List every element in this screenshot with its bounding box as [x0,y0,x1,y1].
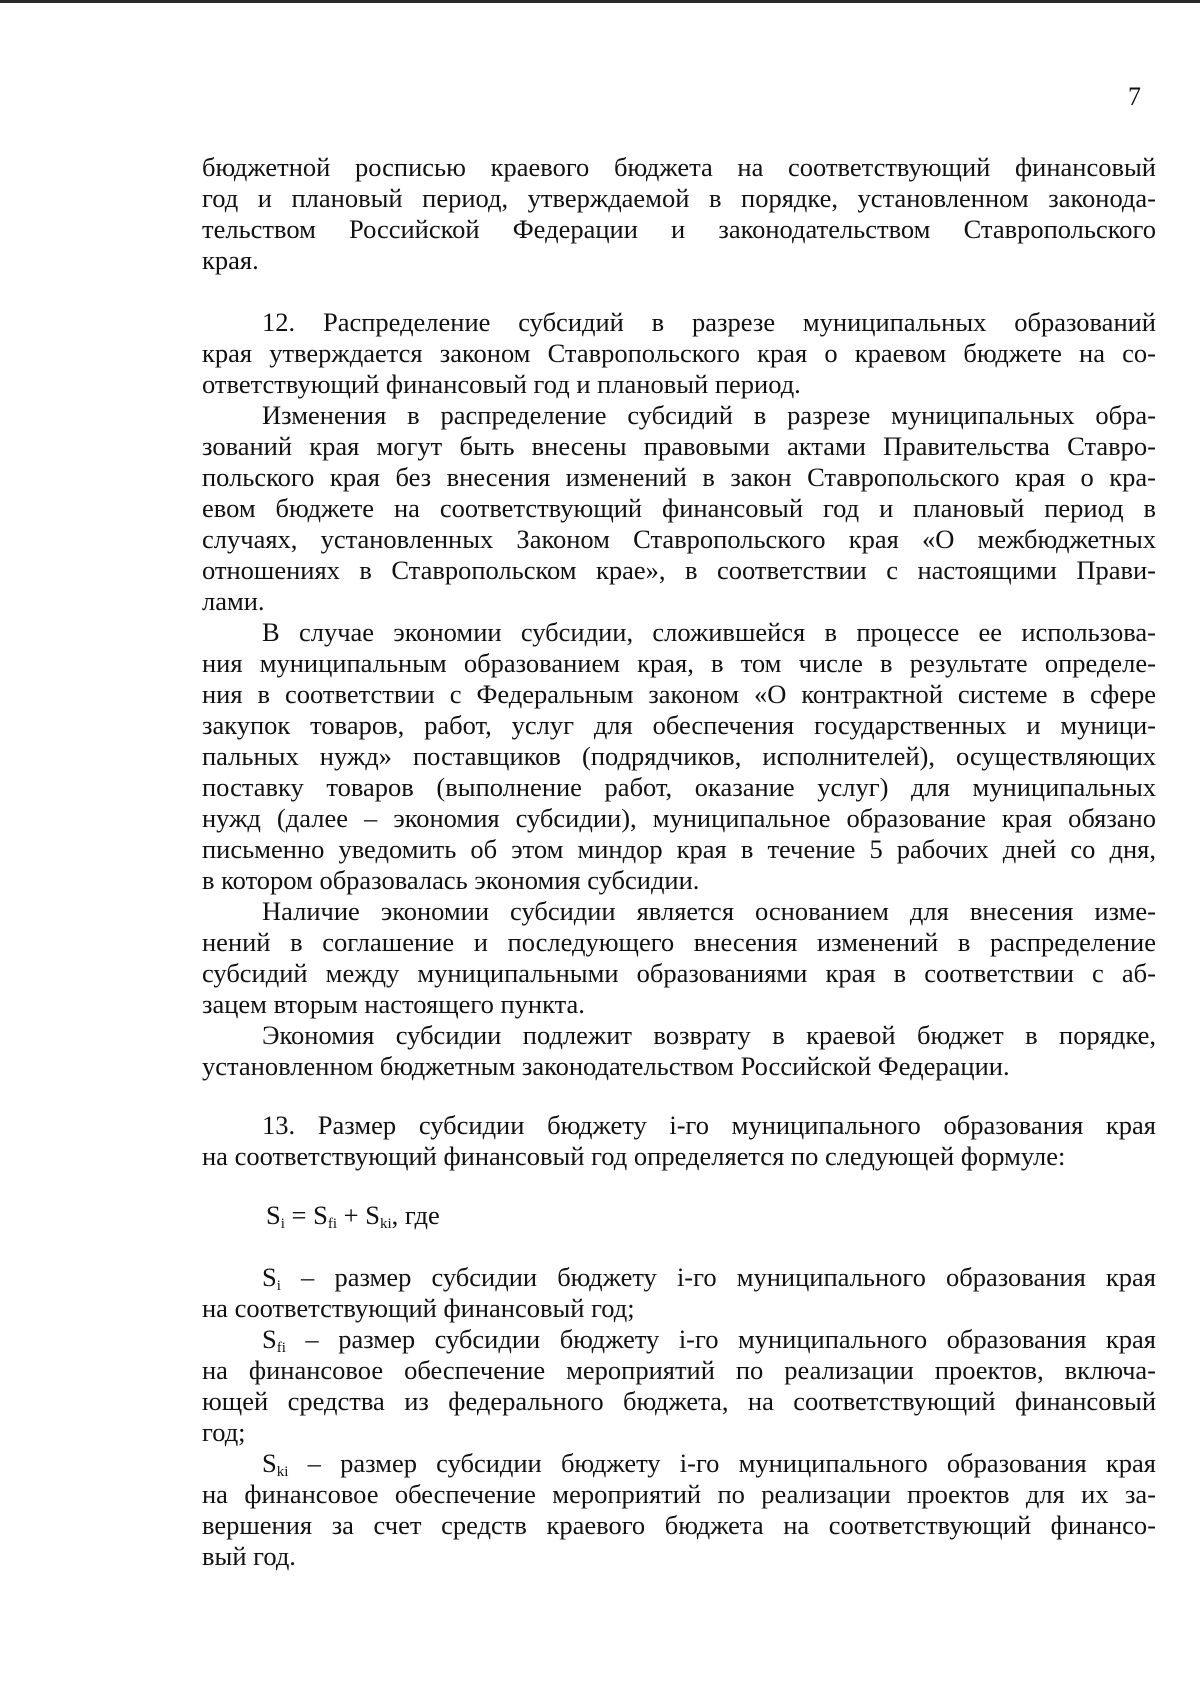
text-line: ния в соответствии с Федеральным законом «О контрактной системе в сфере [202,679,1156,709]
text-line: на финансовое обеспечение мероприятий по реализации проектов для их за- [202,1479,1156,1509]
text-line: на соответствующий финансовый год определяется по следующей формуле: [202,1141,1066,1171]
text-line: ответствующий финансовый год и плановый период. [202,369,801,399]
spacer [202,1082,1156,1110]
paragraph-12 [202,307,1156,400]
text-line: субсидий между муниципальными образованиями края в соответствии с аб- [202,958,1156,988]
text-line: евом бюджете на соответствующий финансовый год и плановый период в [202,493,1156,523]
text-line: бюджетной росписью краевого бюджета на соответствующий финансовый [202,152,1156,182]
page-number: 7 [1128,82,1141,111]
text-line: отношениях в Ставропольском крае», в соответствии с настоящими Прави- [202,555,1156,585]
definition-sfi [202,1324,1156,1448]
text-line: пальных нужд» поставщиков (подрядчиков, исполнителей), осуществляющих [202,741,1156,771]
text-line: лами. [202,586,265,616]
text-line: 12. Распределение субсидий в разрезе муниципальных образований [262,307,1156,337]
paragraph-12-basis [202,896,1156,1020]
document-body [202,152,1156,1572]
text-line: случаях, установленных Законом Ставропольского края «О межбюджетных [202,524,1156,554]
text-line: тельством Российской Федерации и законодательством Ставропольского [202,214,1156,244]
text-line: в котором образовалась экономия субсидии. [202,865,700,895]
text-line: польского края без внесения изменений в закон Ставропольского края о кра- [202,462,1156,492]
spacer [202,1231,1156,1262]
text-line: год; [202,1417,246,1447]
paragraph-12-changes [202,400,1156,617]
formula-s: S [313,1200,328,1230]
text-line: письменно уведомить об этом миндор края в течение 5 рабочих дней со дня, [202,834,1156,864]
text-line: $S_i$ – размер субсидии бюджету i-го муниципального образования края [262,1262,1156,1294]
text-line: закупок товаров, работ, услуг для обеспечения государственных и муници- [202,710,1156,740]
text-line: вершения за счет средств краевого бюджета на соответствующий финансо- [202,1510,1156,1540]
text-line: Наличие экономии субсидии является основанием для внесения изме- [262,896,1156,926]
text-line: Экономия субсидии подлежит возврату в краевой бюджет в порядке, [262,1020,1156,1050]
text-line: год и плановый период, утверждаемой в порядке, установленном законода- [202,183,1156,213]
text-line: ющей средства из федерального бюджета, на соответствующий финансовый [202,1386,1156,1416]
top-edge-line [0,0,1200,3]
text-line: вый год. [202,1541,296,1571]
text-line: $S_{ki}$ – размер субсидии бюджету i-го муниципального образования края [262,1448,1156,1480]
paragraph-12-savings [202,617,1156,896]
text-line: поставку товаров (выполнение работ, оказание услуг) для муниципальных [202,772,1156,802]
text-line: ния муниципальным образованием края, в том числе в результате определе- [202,648,1156,678]
text-line: нужд (далее – экономия субсидии), муниципальное образование края обязано [202,803,1156,833]
text-line: зацем вторым настоящего пункта. [202,989,585,1019]
text-line: на соответствующий финансовый год; [202,1293,635,1323]
definition-ski [202,1448,1156,1572]
text-line: края. [202,245,259,275]
text-line: на финансовое обеспечение мероприятий по реализации проектов, включа- [202,1355,1156,1385]
paragraph-13 [202,1110,1156,1172]
text-line: $S_{fi}$ – размер субсидии бюджету i-го муниципального образования края [262,1324,1156,1356]
subsidy-formula: $S_i = S_{fi} + S_{ki}$, где [266,1200,440,1232]
definition-si [202,1262,1156,1324]
text-line: нений в соглашение и последующего внесения изменений в распределение [202,927,1156,957]
text-line: 13. Размер субсидии бюджету i-го муниципального образования края [262,1110,1156,1140]
text-line: установленном бюджетным законодательством Российской Федерации. [202,1051,1010,1081]
spacer [202,276,1156,307]
spacer [202,1172,1156,1200]
text-line: зований края могут быть внесены правовыми актами Правительства Ставро- [202,431,1156,461]
text-line: В случае экономии субсидии, сложившейся в процессе ее использова- [262,617,1156,647]
formula-s: S [365,1200,380,1230]
text-line: Изменения в распределение субсидий в разрезе муниципальных обра- [262,400,1156,430]
text-line: края утверждается законом Ставропольского края о краевом бюджете на со- [202,338,1156,368]
paragraph-12-refund [202,1020,1156,1082]
paragraph-continuation [202,152,1156,276]
